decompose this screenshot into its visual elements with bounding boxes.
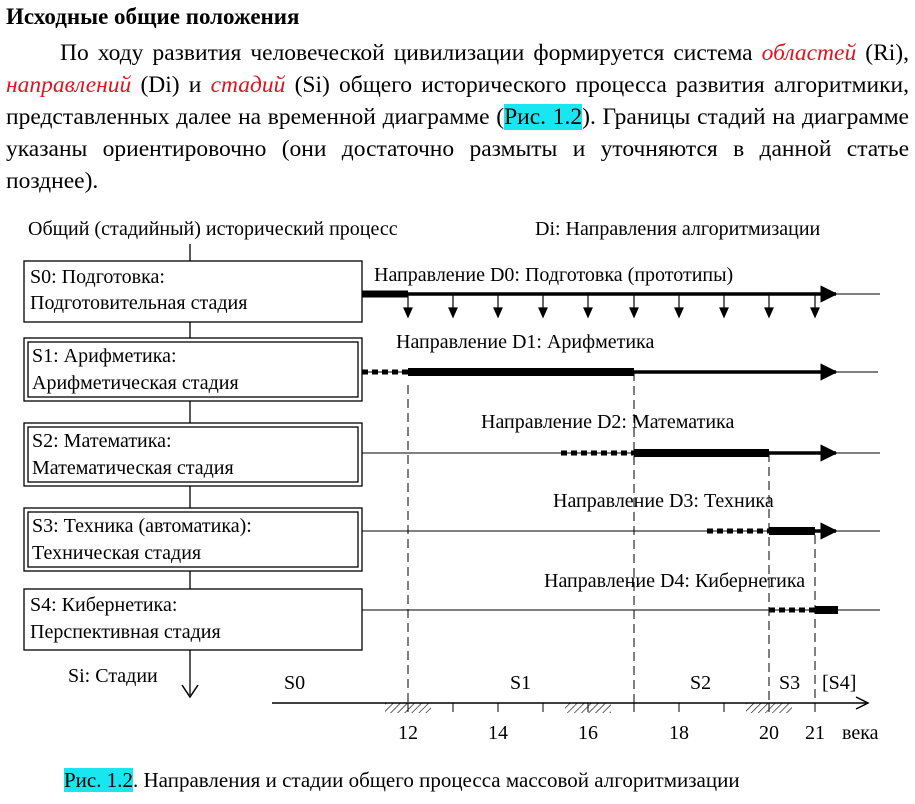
direction-d4 [362,570,880,610]
tick-14: 14 [488,722,508,744]
svg-text:Направление D2: Математика: Направление D2: Математика [481,411,735,433]
stage-box-s1 [24,338,362,401]
right-header: Di: Направления алгоритмизации [535,218,821,240]
term-stages: стадий [210,72,286,98]
svg-text:Техническая стадия: Техническая стадия [32,542,202,564]
direction-d0 [362,264,880,317]
figure-reference-link[interactable]: Рис. 1.2 [504,104,583,130]
svg-text:Математическая стадия: Математическая стадия [32,457,234,479]
svg-text:Направление D4: Кибернетика: Направление D4: Кибернетика [544,570,806,592]
direction-d3 [362,490,880,531]
section-heading: Исходные общие положения [6,4,300,29]
stage-box-s3 [24,508,362,571]
time-stage-labels [284,672,856,694]
svg-text:Направление D1: Арифметика: Направление D1: Арифметика [396,331,655,353]
svg-text:Направление D0: Подготовка (пр: Направление D0: Подготовка (прототипы) [374,264,734,286]
tick-12: 12 [398,722,418,744]
svg-text:Арифметическая стадия: Арифметическая стадия [32,372,239,394]
svg-text:Направление D3: Техника: Направление D3: Техника [553,490,774,512]
direction-d2 [362,411,880,453]
intro-paragraph: По ходу развития человеческой цивилизации формируется система областей (Ri), направлений (Di) и стадий (Si) общего исторического процесса развития алгоритмики, представленных далее на временной диаграмме (Рис. 1.2). Границы стадий на диаграмме указаны ориентировочно (они достаточно размыты и уточняются в данной статье позднее). [6,40,910,194]
svg-text:Подготовительная стадия: Подготовительная стадия [30,292,248,314]
stage-label-s3: S3 [779,672,801,694]
svg-text:S2: Математика:: S2: Математика: [32,430,172,452]
svg-text:S1: Арифметика:: S1: Арифметика: [32,345,177,367]
stage-axis-label: Si: Стадии [68,665,158,687]
figure-caption: Рис. 1.2. Направления и стадии общего процесса массовой алгоритмизации [64,768,740,792]
tick-18: 18 [669,722,689,744]
stage-label-s2: S2 [690,672,712,694]
term-directions: направлений [6,72,132,98]
term-areas: областей [761,40,857,66]
svg-text:S4: Кибернетика:: S4: Кибернетика: [30,594,178,616]
tick-16: 16 [578,722,598,744]
stage-box-s2 [24,423,362,486]
tick-21: 21 [805,722,825,744]
axis-unit: века [842,722,879,744]
tick-20: 20 [759,722,779,744]
stage-label-s4: [S4] [822,672,857,694]
stage-box-s0 [24,261,362,322]
direction-d1 [362,331,878,372]
time-axis [272,697,879,744]
stage-label-s1: S1 [510,672,532,694]
left-header: Общий (стадийный) исторический процесс [28,218,398,240]
stage-box-s4 [24,589,362,650]
svg-text:S3: Техника (автоматика):: S3: Техника (автоматика): [32,515,252,537]
stage-label-s0: S0 [284,672,306,694]
svg-text:Перспективная стадия: Перспективная стадия [30,621,221,643]
caption-figure-ref[interactable]: Рис. 1.2 [64,768,133,792]
svg-text:S0: Подготовка:: S0: Подготовка: [30,266,165,288]
